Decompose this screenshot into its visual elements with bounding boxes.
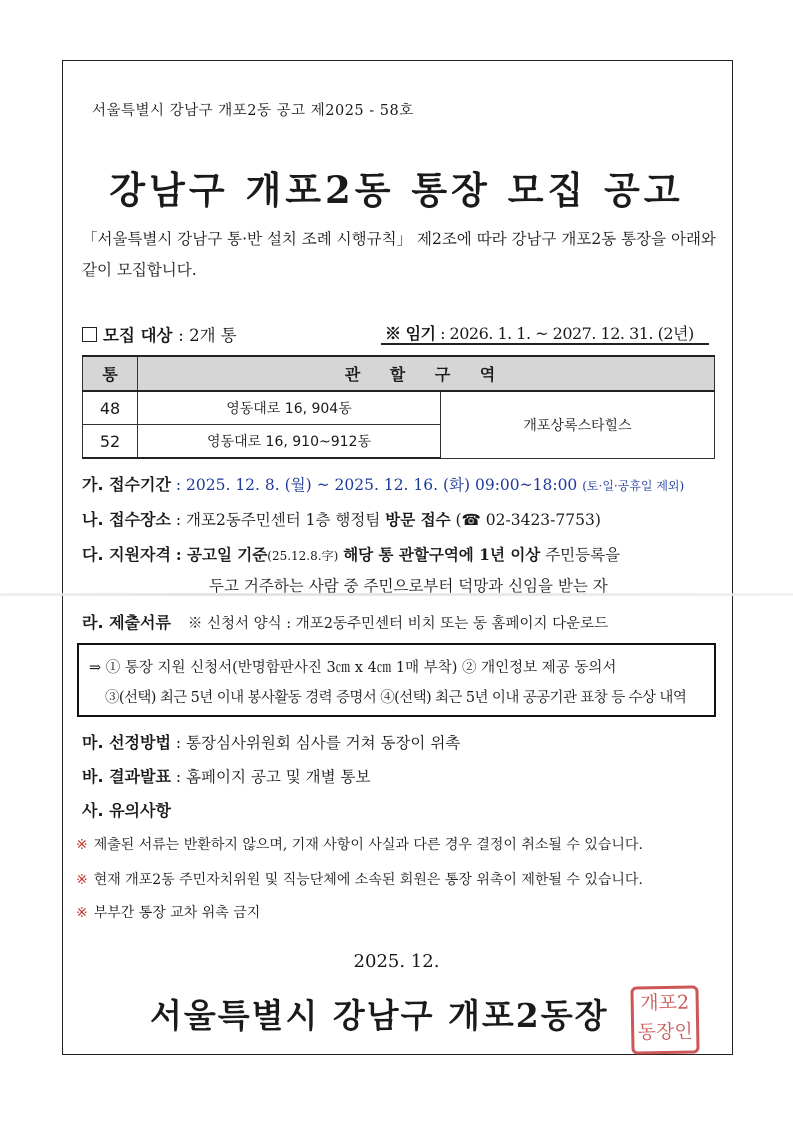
apartment-complex: 개포상록스타힐스: [441, 391, 715, 458]
item-label: 다. 지원자격: [82, 545, 171, 564]
tong-number: 52: [83, 425, 138, 459]
checkbox-square-icon: [82, 327, 97, 342]
notice-number: 서울특별시 강남구 개포2동 공고 제2025 - 58호: [92, 103, 414, 119]
reception-period-note: (토·일·공휴일 제외): [582, 479, 685, 493]
documents-note: ※ 신청서 양식 : 개포2동주민센터 비치 또는 동 홈페이지 다운로드: [187, 616, 609, 632]
area-address: 영동대로 16, 904동: [138, 391, 441, 425]
reception-method: 방문 접수: [385, 510, 451, 529]
table-row: [83, 391, 715, 425]
recruit-target: [82, 322, 237, 346]
term-underline: [381, 343, 709, 345]
caution-text: 부부간 통장 교차 위촉 금지: [93, 905, 261, 921]
item-label: 마. 선정방법: [82, 733, 171, 752]
item-reception-period: [82, 472, 684, 495]
reception-period-value: : 2025. 12. 8. (월) ~ 2025. 12. 16. (화) 09:00~18:00: [175, 476, 578, 494]
phone-number: (☎ 02-3423-7753): [455, 511, 601, 529]
eligibility-basis: : 공고일 기준: [175, 545, 268, 564]
item-label: 나. 접수장소: [82, 510, 171, 529]
item-result-announcement: [82, 764, 370, 787]
signer-name: 서울특별시 강남구 개포2동장: [150, 996, 609, 1035]
item-reception-place: [82, 507, 601, 530]
documents-line-2: ③(선택) 최근 5년 이내 봉사활동 경력 증명서 ④(선택) 최근 5년 이내 공공기관 표창 등 수상 내역: [105, 690, 687, 706]
item-label: 가. 접수기간: [82, 475, 171, 494]
caution-note: [76, 902, 260, 922]
eligibility-rest: 주민등록을: [545, 546, 621, 564]
reference-mark-icon: ※: [76, 837, 88, 853]
item-label: 라. 제출서류: [82, 613, 171, 632]
item-label: 바. 결과발표: [82, 767, 171, 786]
term-value: : 2026. 1. 1. ~ 2027. 12. 31. (2년): [440, 324, 694, 343]
header-area: 관 할 구 역: [138, 356, 715, 391]
recruit-target-value: : 2개 통: [178, 326, 237, 345]
caution-note: [76, 869, 643, 889]
caution-text: 제출된 서류는 반환하지 않으며, 기재 사항이 사실과 다른 경우 결정이 취소될 수 있습니다.: [93, 837, 643, 853]
item-eligibility: [82, 542, 620, 565]
eligibility-condition: 해당 통 관할구역에 1년 이상: [343, 545, 541, 564]
reference-mark-icon: ※: [76, 905, 88, 921]
caution-note: [76, 834, 643, 854]
result-announcement-value: : 홈페이지 공고 및 개별 통보: [175, 768, 371, 786]
tong-number: 48: [83, 391, 138, 425]
recruit-target-label: 모집 대상: [103, 326, 173, 345]
intro-paragraph: 「서울특별시 강남구 통·반 설치 조례 시행규칙」 제2조에 따라 강남구 개포2동 통장을 아래와 같이 모집합니다.: [82, 230, 716, 279]
reception-place-value: : 개포2동주민센터 1층 행정팀: [175, 511, 381, 529]
documents-line-1: ⇒ ① 통장 지원 신청서(반명함판사진 3㎝ x 4㎝ 1매 부착) ② 개인정보 제공 동의서: [89, 660, 617, 676]
reference-mark-icon: ※: [76, 872, 88, 888]
caution-text: 현재 개포2동 주민자치위원 및 직능단체에 소속된 회원은 통장 위촉이 제한될 수 있습니다.: [93, 872, 643, 888]
header-tong: 통: [83, 356, 138, 391]
item-documents: [82, 610, 608, 633]
selection-method-value: : 통장심사위원회 심사를 거쳐 동장이 위촉: [175, 734, 461, 752]
item-selection-method: [82, 730, 460, 753]
area-address: 영동대로 16, 910~912동: [138, 425, 441, 459]
jurisdiction-table: [82, 355, 715, 459]
table-header-row: [83, 356, 715, 391]
term-label: ※ 임기: [385, 324, 436, 343]
documents-list-box: [77, 643, 716, 717]
page-title: 강남구 개포2동 통장 모집 공고: [109, 168, 684, 212]
eligibility-line2: 두고 거주하는 사람 중 주민으로부터 덕망과 신임을 받는 자: [209, 577, 608, 595]
eligibility-date: (25.12.8.字): [267, 549, 339, 563]
term-period: [385, 321, 694, 344]
item-label: 사. 유의사항: [82, 801, 171, 820]
official-seal-stamp: 개포2 동장인: [630, 985, 699, 1054]
notice-date: 2025. 12.: [353, 951, 440, 972]
item-cautions: [82, 798, 171, 821]
